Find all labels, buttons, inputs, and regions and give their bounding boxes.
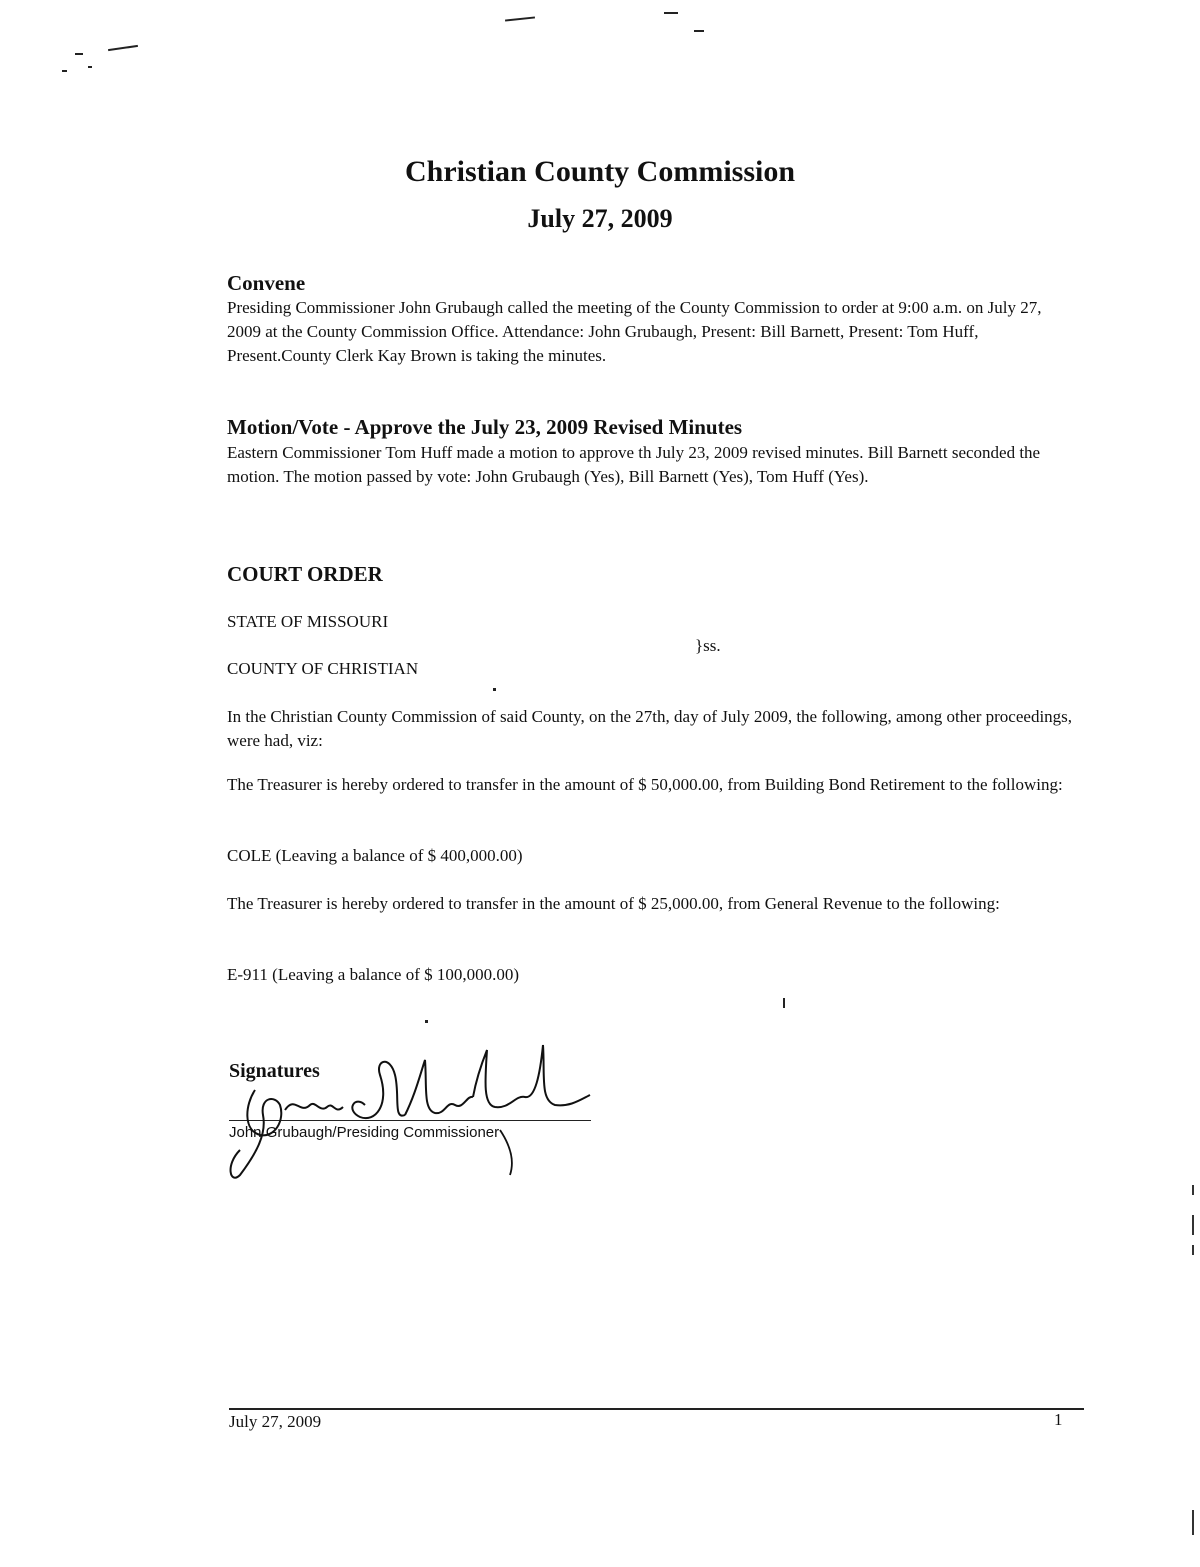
county-line: COUNTY OF CHRISTIAN	[227, 659, 419, 678]
scan-speck	[664, 12, 678, 14]
footer-rule	[229, 1408, 1084, 1410]
transfer-2-item: E-911 (Leaving a balance of $ 100,000.00)	[227, 965, 520, 984]
ss-bracket: }ss.	[695, 636, 721, 655]
scan-speck	[75, 53, 83, 55]
scan-speck	[62, 70, 67, 72]
signature-caption: John Grubaugh/Presiding Commissioner	[229, 1124, 500, 1141]
motion-heading: Motion/Vote - Approve the July 23, 2009 Revised Minutes	[227, 415, 743, 439]
document-date: July 27, 2009	[527, 204, 673, 233]
transfer-1-text: The Treasurer is hereby ordered to transfer in the amount of $ 50,000.00, from Building Bond Retirement to the following:	[227, 775, 1063, 794]
court-order-heading: COURT ORDER	[227, 562, 383, 586]
footer-date: July 27, 2009	[229, 1412, 322, 1431]
convene-text: Presiding Commissioner John Grubaugh called the meeting of the County Commission to order at 9:00 a.m. on July 27, 2009 at the County Commission Office. Attendance: John Grubaugh, Present: Bill Barnett, Present: Tom Huff, Present.County Clerk Kay Brown is taking the minutes.	[227, 298, 1042, 365]
scan-speck	[493, 688, 496, 691]
scan-speck	[425, 1020, 428, 1023]
scan-speck	[505, 16, 535, 21]
scan-speck	[108, 45, 138, 51]
scan-edge-mark	[1192, 1245, 1194, 1255]
scan-edge-mark	[1192, 1215, 1194, 1235]
state-line: STATE OF MISSOURI	[227, 612, 389, 631]
scan-speck	[694, 30, 704, 32]
scan-speck	[88, 66, 92, 68]
convene-heading: Convene	[227, 271, 306, 295]
transfer-2-text: The Treasurer is hereby ordered to transfer in the amount of $ 25,000.00, from General Revenue to the following:	[227, 894, 1000, 913]
handwritten-signature	[215, 1035, 600, 1185]
signatures-heading: Signatures	[229, 1060, 320, 1082]
motion-text: Eastern Commissioner Tom Huff made a motion to approve th July 23, 2009 revised minutes. Bill Barnett seconded the motion. The motion passed by vote: John Grubaugh (Yes), Bill Barnett (Yes), Tom Huff (Yes).	[227, 443, 1041, 486]
document-title: Christian County Commission	[404, 155, 796, 188]
transfer-1-item: COLE (Leaving a balance of $ 400,000.00)	[227, 846, 523, 865]
scan-edge-mark	[1192, 1510, 1194, 1535]
scan-speck	[783, 998, 785, 1008]
scan-edge-mark	[1192, 1185, 1194, 1195]
court-order-intro: In the Christian County Commission of said County, on the 27th, day of July 2009, the following, among other proceedings, were had, viz:	[227, 707, 1073, 750]
page-number: 1	[1054, 1410, 1063, 1429]
